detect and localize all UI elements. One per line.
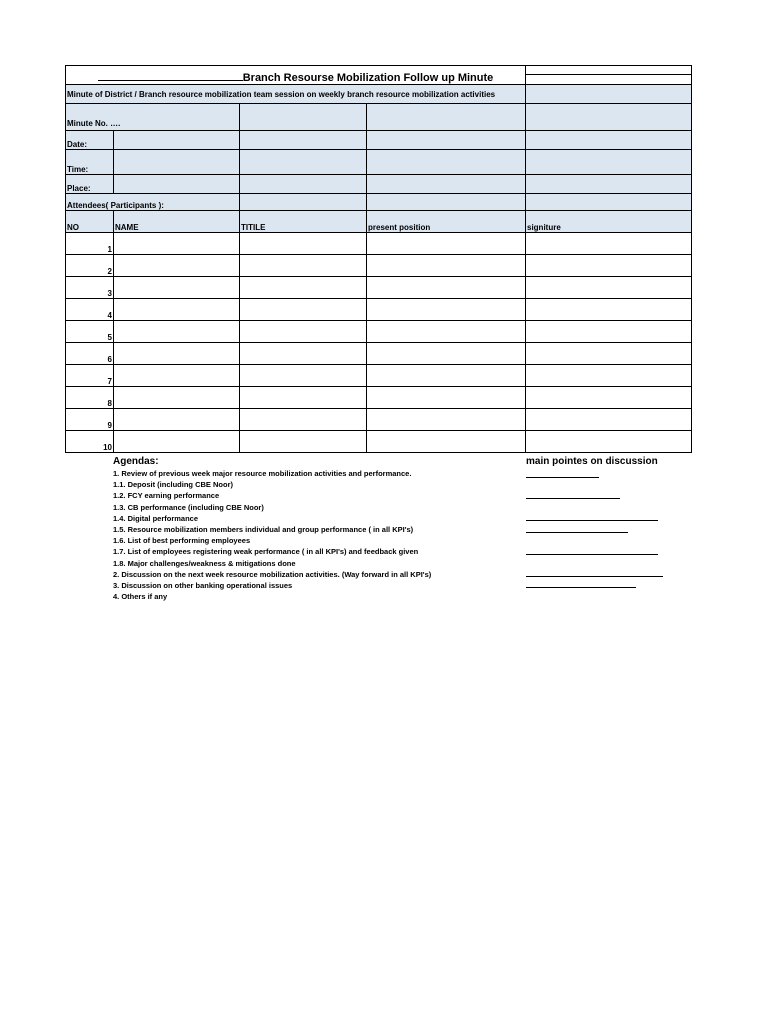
name-cell[interactable] [114,299,240,321]
row-number: 2 [66,255,114,277]
name-cell[interactable] [114,321,240,343]
agenda-item: 2. Discussion on the next week resource mobilization activities. (Way forward in all KPI's) [113,569,432,579]
row-number: 7 [66,365,114,387]
position-cell[interactable] [367,233,526,255]
table-row [66,387,692,409]
signature-cell[interactable] [526,321,692,343]
table-row [66,321,692,343]
agenda-item: 1. Review of previous week major resource mobilization activities and performance. [113,469,412,478]
signature-cell[interactable] [526,431,692,453]
name-cell[interactable] [114,431,240,453]
intro-text: Minute of District / Branch resource mobilization team session on weekly branch resource mobilization activities [66,85,526,104]
name-cell[interactable] [114,277,240,299]
position-cell[interactable] [367,321,526,343]
discussion-blank-line[interactable] [526,532,628,533]
table-row [66,299,692,321]
place-row [66,175,692,194]
column-header-row [66,211,692,233]
col-header-signature: signiture [526,211,692,233]
agenda-item: 1.7. List of employees registering weak performance ( in all KPI's) and feedback given [113,547,419,557]
agenda-item: 1.5. Resource mobilization members individual and group performance ( in all KPI's) [113,525,414,535]
table-row [66,233,692,255]
table-row [66,409,692,431]
agenda-item: 1.1. Deposit (including CBE Noor) [113,480,234,490]
agenda-item: 4. Others if any [113,592,168,602]
intro-row [66,85,692,104]
name-cell[interactable] [114,255,240,277]
title-cell[interactable] [240,343,367,365]
minute-no-label: Minute No. …. [66,104,240,131]
row-number: 1 [66,233,114,255]
signature-cell[interactable] [526,255,692,277]
table-row [66,431,692,453]
form-table [65,65,692,453]
position-cell[interactable] [367,299,526,321]
col-header-name: NAME [114,211,240,233]
title-cell[interactable] [240,233,367,255]
position-cell[interactable] [367,255,526,277]
agenda-section [113,456,513,602]
discussion-blank-line[interactable] [526,477,599,478]
row-number: 3 [66,277,114,299]
date-label: Date: [66,131,114,150]
table-row [66,255,692,277]
position-cell[interactable] [367,365,526,387]
row-number: 6 [66,343,114,365]
discussion-blank-line[interactable] [526,554,658,555]
title-cell[interactable] [240,387,367,409]
time-row [66,150,692,175]
name-cell[interactable] [114,365,240,387]
signature-cell[interactable] [526,277,692,299]
agenda-item: 1.4. Digital performance [113,513,199,523]
signature-cell[interactable] [526,343,692,365]
time-label: Time: [66,150,114,175]
place-label: Place: [66,175,114,194]
row-number: 8 [66,387,114,409]
branch-name-blank-line [98,71,243,81]
title-cell[interactable] [240,365,367,387]
signature-cell[interactable] [526,299,692,321]
title-cell[interactable] [240,321,367,343]
row-number: 9 [66,409,114,431]
col-header-position: present position [367,211,526,233]
agenda-item: 1.6. List of best performing employees [113,536,251,546]
form-title-text: Branch Resourse Mobilization Follow up Minute [242,72,494,84]
signature-cell[interactable] [526,233,692,255]
discussion-blank-line[interactable] [526,587,636,588]
agenda-item: 1.2. FCY earning performance [113,491,220,501]
title-cell[interactable] [240,277,367,299]
row-number: 5 [66,321,114,343]
title-cell[interactable] [240,255,367,277]
table-row [66,343,692,365]
position-cell[interactable] [367,277,526,299]
position-cell[interactable] [367,343,526,365]
position-cell[interactable] [367,409,526,431]
title-cell[interactable] [240,431,367,453]
discussion-blank-line[interactable] [526,520,658,521]
position-cell[interactable] [367,431,526,453]
signature-cell[interactable] [526,387,692,409]
discussion-blank-line[interactable] [526,498,620,499]
title-row [66,66,692,85]
agenda-item: 1.8. Major challenges/weakness & mitigations done [113,558,296,568]
date-row [66,131,692,150]
table-row [66,277,692,299]
name-cell[interactable] [114,233,240,255]
position-cell[interactable] [367,387,526,409]
form-title [66,66,526,85]
row-number: 4 [66,299,114,321]
signature-cell[interactable] [526,409,692,431]
signature-cell[interactable] [526,365,692,387]
minute-form [65,65,691,453]
agenda-item: 1.3. CB performance (including CBE Noor) [113,502,264,512]
minute-no-row [66,104,692,131]
title-cell[interactable] [240,409,367,431]
attendees-label: Attendees( Participants ): [66,194,240,211]
title-cell[interactable] [240,299,367,321]
col-header-title: TITILE [240,211,367,233]
discussion-blank-line[interactable] [526,576,663,577]
attendees-row [66,194,692,211]
name-cell[interactable] [114,387,240,409]
agenda-item: 3. Discussion on other banking operational issues [113,581,293,591]
discussion-points-section [526,456,686,468]
table-row [66,365,692,387]
name-cell[interactable] [114,409,240,431]
col-header-no: NO [66,211,114,233]
row-number: 10 [66,431,114,453]
name-cell[interactable] [114,343,240,365]
agenda-title: Agendas: [113,456,159,467]
discussion-points-title: main pointes on discussion [526,456,658,467]
title-right-cell [526,66,692,85]
